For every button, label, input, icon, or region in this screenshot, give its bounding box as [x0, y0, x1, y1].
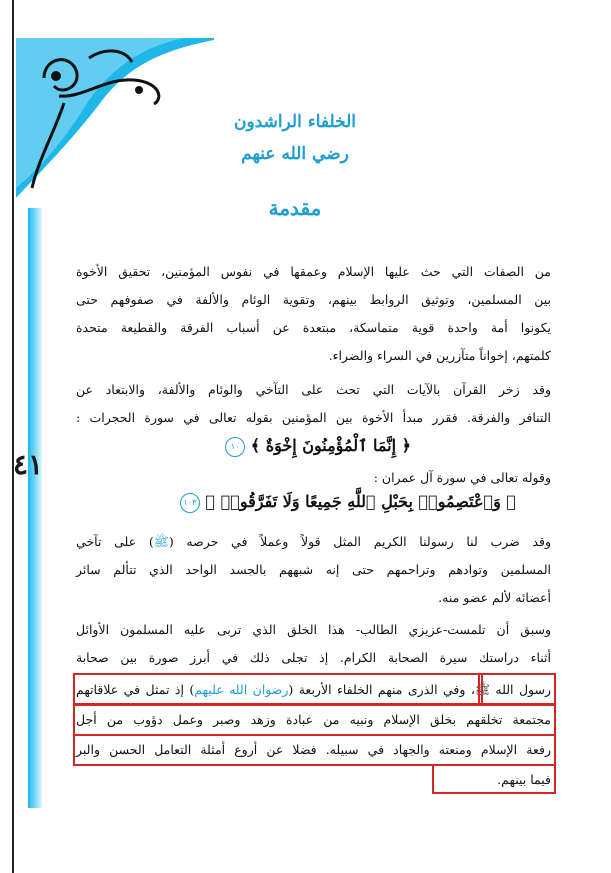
highlighted-text: ) إذ تمثل في علاقاتهم	[76, 682, 195, 697]
paragraph-line	[76, 532, 551, 552]
highlight-box	[73, 673, 483, 705]
page-subtitle: رضي الله عنهم	[241, 144, 349, 164]
paragraph-line: مجتمعة تخلقهم بخلق الإسلام ونبيه من عبادة وزهد وصبر وعمل دؤوب من أجل	[76, 712, 551, 727]
paragraph-line: بين المسلمين، وتوثيق الروابط بينهم، وتقوية الوئام والألفة في صفوفهم حتى	[76, 292, 551, 307]
ayah-number-marker: ١٠	[225, 437, 245, 457]
page-number: ٤١	[12, 448, 44, 481]
paragraph-line: كلمتهم، إخواناً متآزرين في السراء والضراء.	[328, 348, 551, 363]
paragraph-line: من الصفات التي حث عليها الإسلام وعمقها في نفوس المؤمنين، تحقيق الأخوة	[76, 264, 551, 279]
highlight-box	[73, 734, 556, 766]
paragraph-line: فيما بينهم.	[497, 772, 551, 787]
text-fragment: رسول الله ﷺ،	[470, 682, 551, 697]
paragraph-line: التنافر والفرقة. فقرر مبدأ الأخوة بين المؤمنين بقوله تعالى في سورة الحجرات :	[76, 410, 551, 425]
page-title: الخلفاء الراشدون	[233, 112, 357, 132]
highlighted-text: وفي الذرى منهم الخلفاء الأربعة (	[288, 682, 466, 697]
paragraph-line: يكونوا أمة واحدة قوية متماسكة، مبتعدة عن أسباب الفرقة والقطيعة متحدة	[76, 320, 551, 335]
salutation-glyph: ﷺ	[153, 534, 169, 549]
paragraph-line: أعضائه لألم عضو منه.	[438, 590, 551, 605]
ayah-number-marker: ١٠٣	[180, 493, 200, 513]
text-fragment: ) على تآخي	[76, 534, 154, 549]
paragraph-line: رفعة الإسلام ومنعته والجهاد في سبيله. فضلا عن أروع أمثلة التعامل الحسن والبر	[76, 742, 551, 757]
highlight-box	[432, 764, 556, 794]
verse-text: ﴿ إِنَّمَا ٱلْمُؤْمِنُونَ إِخْوَةٌ ﴾	[250, 436, 411, 455]
highlight-box	[73, 704, 556, 736]
section-title: مقدمة	[268, 196, 322, 220]
paragraph-line: وقوله تعالى في سورة آل عمران :	[373, 470, 551, 485]
side-accent-bar	[28, 208, 42, 808]
paragraph-line: أثناء دراستك سيرة الصحابة الكرام. إذ تجلى ذلك في أبرز صورة بين صحابة	[76, 650, 551, 665]
text-fragment: وقد ضرب لنا رسولنا الكريم المثل قولاً وعملاً في حرصه (	[168, 534, 551, 549]
highlighted-text: رضوان الله عليهم	[194, 682, 289, 697]
paragraph-line: وسبق أن تلمست-عزيزي الطالب- هذا الخلق الذي تربى عليه المسلمون الأوائل	[76, 622, 551, 637]
paragraph-line: المسلمين وتوادهم وتراحمهم حتى إنه شبههم بالجسد الواحد الذي تتألم سائر	[76, 562, 551, 577]
paragraph-line: وقد زخر القرآن بالآيات التي تحث على التآخي والوئام والألفة، والابتعاد عن	[76, 382, 551, 397]
quran-verse	[225, 436, 411, 457]
verse-text: ﴿ وَٱعْتَصِمُوا۟ بِحَبْلِ ٱللَّهِ جَمِيعًا وَلَا تَفَرَّقُوا۟ ﴾	[205, 492, 516, 511]
quran-verse	[180, 492, 516, 513]
highlight-box	[478, 673, 556, 705]
